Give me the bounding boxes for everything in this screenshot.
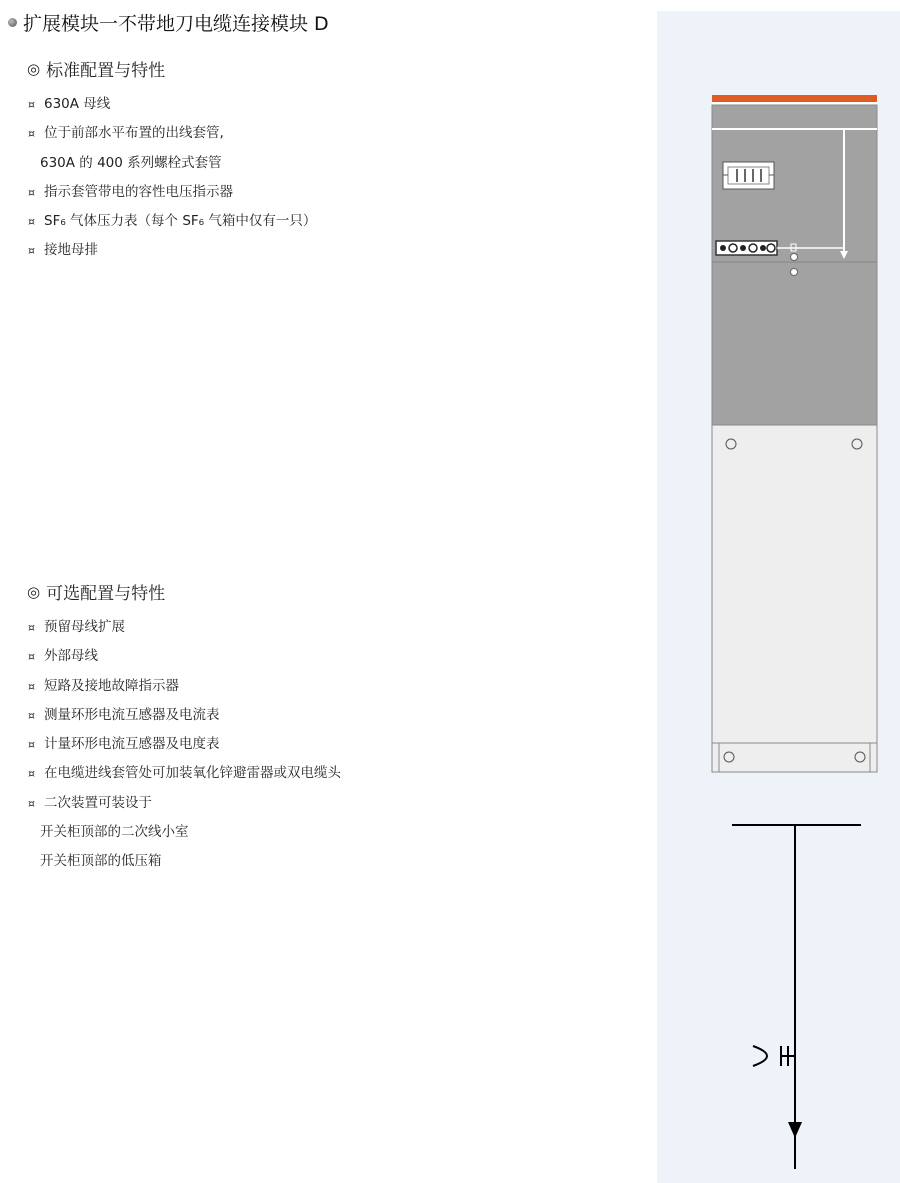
gas-pressure-gauge-icon [723,162,774,189]
bullet-icon: ¤ [28,738,35,752]
optional-section-heading [27,579,165,604]
list-item-text: 630A 母线 [44,96,111,112]
cabinet-upper-section [712,105,877,425]
capacitor-indicator-icon [753,1046,767,1066]
title-bullet-icon [8,18,17,27]
list-item [28,818,341,847]
list-item-text: 接地母排 [44,242,98,259]
list-item-text: 短路及接地故障指示器 [44,677,179,694]
cabinet-base [712,743,877,772]
standard-heading-text: 标准配置与特性 [46,61,166,81]
list-item [28,701,341,730]
switchgear-diagram [657,11,900,1183]
bullet-icon: ¤ [28,679,35,693]
bullet-icon: ¤ [28,767,35,781]
bullet-icon: ¤ [28,796,35,810]
bullet-icon: ¤ [28,621,35,634]
single-line-diagram [732,825,861,1169]
page-title-text: 扩展模块一不带地刀电缆连接模块 D [23,13,329,35]
diagram-panel [657,11,900,1183]
list-item [28,207,316,236]
list-item-text: 开关柜顶部的低压箱 [40,853,162,870]
standard-section-heading [27,56,165,81]
heading-marker-icon: ◎ [27,59,41,78]
list-item-text: 指示套管带电的容性电压指示器 [44,183,233,200]
list-item [28,730,341,759]
list-item-text: 二次装置可装设于 [44,794,152,811]
optional-feature-list [28,613,341,877]
list-item-text: 位于前部水平布置的出线套管, [44,125,224,142]
list-item [28,236,316,265]
bullet-icon: ¤ [28,215,35,229]
list-item [28,613,341,642]
list-item [28,642,341,671]
voltage-indicator-icon [716,241,777,255]
heading-marker-icon: ◎ [27,582,41,601]
list-item [28,672,341,701]
list-item [28,90,316,119]
list-item [28,119,316,148]
list-item-text: 预留母线扩展 [44,619,125,635]
bullet-icon: ¤ [28,244,35,258]
bullet-icon: ¤ [28,185,35,199]
list-item-text: 开关柜顶部的二次线小室 [40,824,189,841]
bullet-icon: ¤ [28,127,35,141]
list-item [28,759,341,788]
cable-arrow-icon [788,1122,802,1138]
optional-heading-text: 可选配置与特性 [46,584,166,604]
list-item-text: 计量环形电流互感器及电度表 [44,736,220,753]
list-item-text: SF₆ 气体压力表（每个 SF₆ 气箱中仅有一只） [44,213,317,230]
bullet-icon: ¤ [28,708,35,722]
cabinet-lower-door [712,425,877,743]
bullet-icon: ¤ [28,650,35,664]
list-item-text: 测量环形电流互感器及电流表 [44,706,220,723]
list-item-text: 外部母线 [44,648,98,665]
cabinet-front-view [712,95,877,772]
cabinet-top-strip [712,95,877,102]
list-item [28,847,341,876]
page-title [8,9,329,36]
standard-feature-list [28,90,316,266]
list-item-text: 630A 的 400 系列螺栓式套管 [40,154,222,171]
list-item [28,149,316,178]
list-item-text: 在电缆进线套管处可加装氧化锌避雷器或双电缆头 [44,765,341,782]
list-item [28,789,341,818]
bullet-icon: ¤ [28,98,35,111]
list-item [28,178,316,207]
